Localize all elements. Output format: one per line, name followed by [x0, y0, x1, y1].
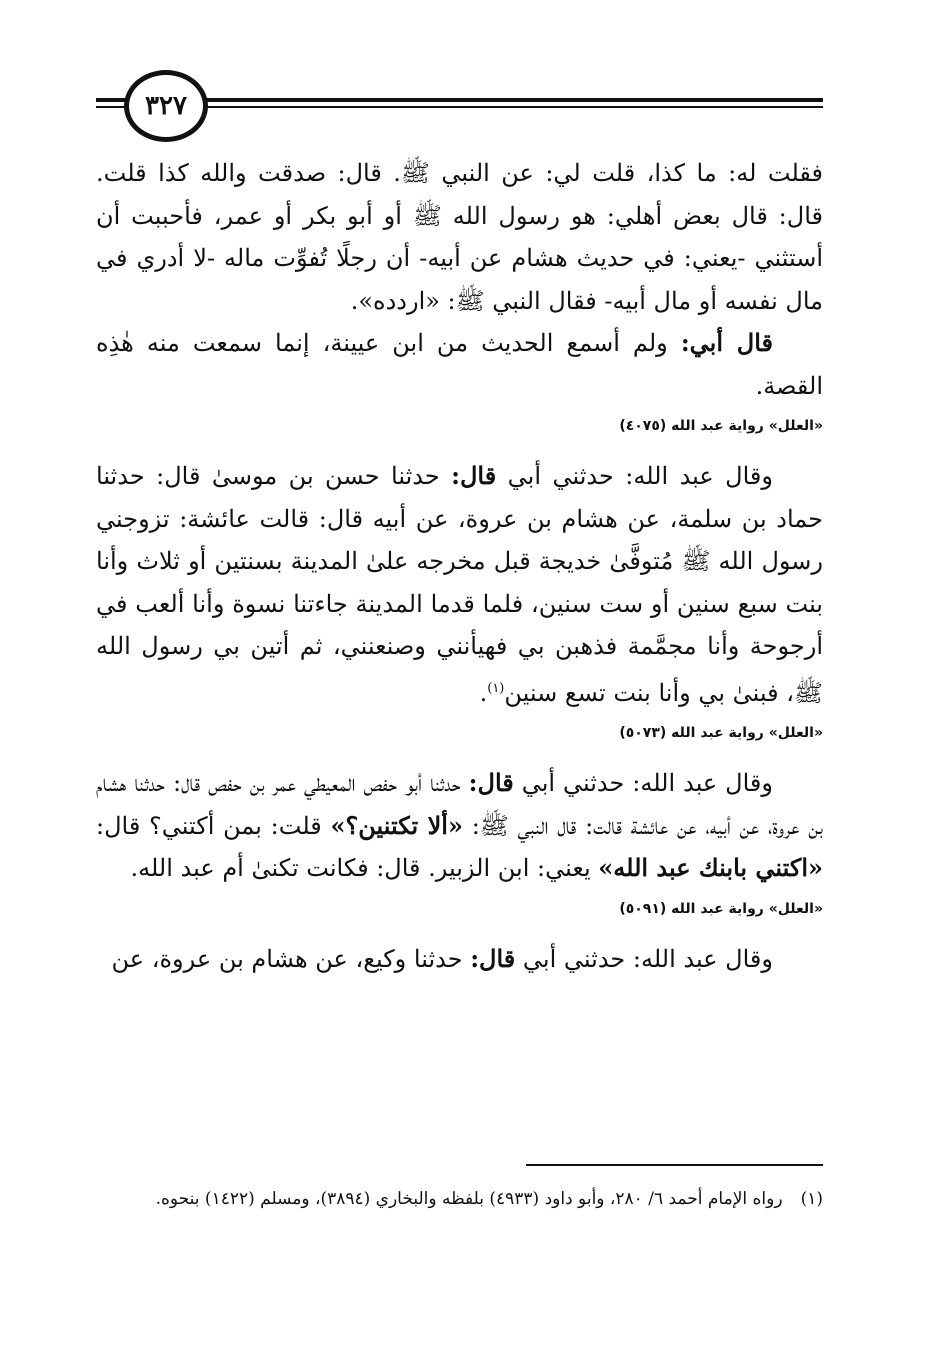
- paragraph-end: .: [479, 678, 488, 707]
- page-header: [96, 68, 823, 138]
- narration-lead: وقال عبد الله: حدثني أبي: [496, 462, 773, 490]
- paragraph-text: يعني: ابن الزبير. قال: فكانت تكنىٰ أم عبد الله.: [130, 854, 599, 882]
- source-reference: «العلل» رواية عبد الله (٥٠٧٣): [619, 725, 823, 741]
- footnote-number: (١): [800, 1189, 823, 1209]
- paragraph: [96, 762, 823, 890]
- narration-qal: قال:: [470, 943, 516, 973]
- footnote: [96, 1182, 823, 1216]
- source-reference: «العلل» رواية عبد الله (٤٠٧٥): [619, 418, 823, 434]
- speaker-lead: قال أبي:: [680, 328, 774, 357]
- paragraph: فقلت له: ما كذا، قلت لي: عن النبي ﷺ. قال: صدقت والله كذا قلت. قال: قال بعض أهلي: هو رسول الله ﷺ أو أبو بكر أو عمر، فأحببت أن أستثني -يعني: في حديث هشام عن أبيه- أن رجلًا تُفوِّت ماله -لا أدري في مال نفسه أو مال أبيه- فقال النبي ﷺ: «اردده».: [96, 159, 823, 315]
- prophetic-quote: «ألا تكتنين؟»: [330, 810, 463, 840]
- paragraph-text: حدثنا أبو حفص المعيطي عمر بن حفص قال: حدثنا هشام بن عروة، عن أبيه، عن عائشة قالت: قال النبي ﷺ:: [96, 769, 823, 840]
- source-reference: «العلل» رواية عبد الله (٥٠٩١): [619, 900, 823, 917]
- prophetic-quote: «اكتني بابنك عبد الله»: [598, 853, 823, 882]
- paragraph-text: قلت: بمن أكتني؟ قال:: [96, 811, 331, 840]
- page-number: ٣٢٧: [145, 91, 187, 121]
- paragraph-text: حدثنا حسن بن موسىٰ قال: حدثنا حماد بن سلمة، عن هشام بن عروة، عن أبيه قال: قالت عائشة: تزوجني رسول الله ﷺ مُتوفَّىٰ خديجة قبل مخرجه علىٰ المدينة بسنتين أو ثلاث وأنا بنت سبع سنين أو ست سنين، فلما قدما المدينة جاءتنا نسوة وأنا ألعب في أرجوحة وأنا مجمَّمة فذهبن بي فهيأنني وصنعنني، ثم أتين بي رسول الله ﷺ، فبنىٰ بي وأنا بنت تسع سنين: [96, 462, 823, 707]
- footnote-text: رواه الإمام أحمد ٦/ ٢٨٠، وأبو داود (٤٩٣٣) بلفظه والبخاري (٣٨٩٤)، ومسلم (١٤٢٢) بنحوه.: [155, 1189, 783, 1209]
- footnote-separator: [526, 1164, 823, 1166]
- main-text: [96, 152, 823, 980]
- paragraph: [96, 938, 823, 981]
- page-number-badge: [124, 70, 208, 142]
- footnote-marker: (١): [487, 680, 505, 696]
- narration-qal: قال:: [451, 461, 497, 490]
- paragraph: [96, 322, 823, 407]
- narration-qal: قال:: [468, 768, 514, 797]
- paragraph-text: ولم أسمع الحديث من ابن عيينة، إنما سمعت منه هٰذِه القصة.: [96, 329, 823, 400]
- narration-lead: وقال عبد الله: حدثني أبي: [515, 944, 773, 973]
- paragraph: [96, 455, 823, 714]
- paragraph-text: حدثنا وكيع، عن هشام بن عروة، عن: [111, 944, 471, 973]
- narration-lead: وقال عبد الله: حدثني أبي: [513, 769, 773, 797]
